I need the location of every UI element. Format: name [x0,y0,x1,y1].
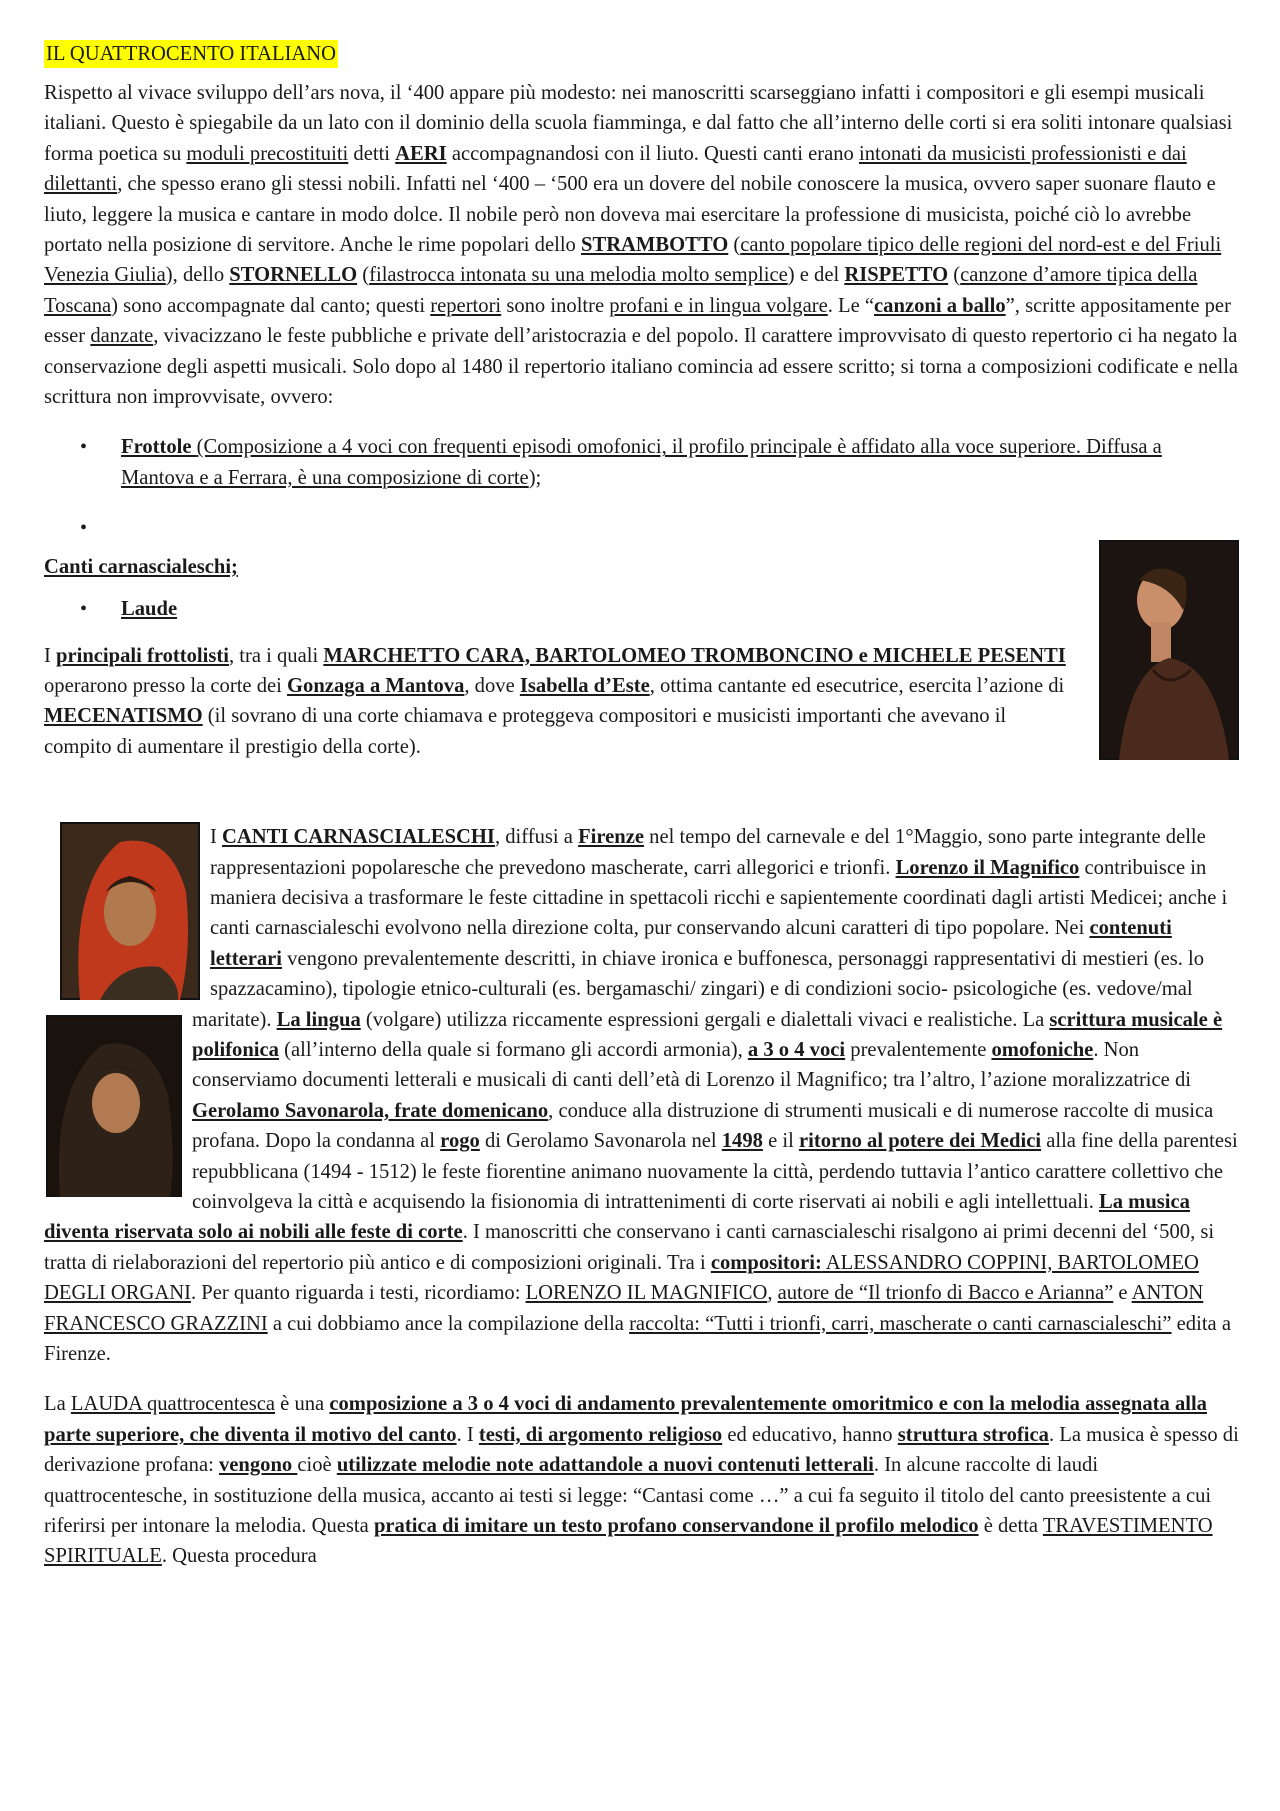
heading-canti-carnascialeschi: Canti carnascialeschi; [44,555,238,578]
list-item-frottole: • Frottole (Composizione a 4 voci con frequenti episodi omofonici, il profilo principale è affidato alla voce superiore. Diffusa a Mantova e a Ferrara, è una composizione di corte); [44,432,1239,493]
paragraph-frottolisti: I principali frottolisti, tra i quali MARCHETTO CARA, BARTOLOMEO TROMBONCINO e MICHELE PESENTI operarono presso la corte dei Gonzaga a Mantova, dove Isabella d’Este, ottima cantante ed esecutrice, esercita l’azione di MECENATISMO (il sovrano di una corte chiamava e proteggeva compositori e musicisti importanti che avevano il compito di aumentare il prestigio della corte). [44,644,1066,758]
paragraph-intro: Rispetto al vivace sviluppo dell’ars nova, il ‘400 appare più modesto: nei manoscritti scarseggiano infatti i compositori e gli esempi musicali italiani. Questo è spiegabile da un lato con il dominio della scuola fiamminga, e dal fatto che all’interno delle corti si era soliti intonare qualsiasi forma poetica su moduli precostituiti detti AERI accompagnandosi con il liuto. Questi canti erano intonati da musicisti professionisti e dai dilettanti, che spesso erano gli stessi nobili. Infatti nel ‘400 – ‘500 era un dovere del nobile conoscere la musica, ovvero saper suonare flauto e liuto, leggere la musica e cantare in modo dolce. Il nobile però non doveva mai esercitare la professione di musicista, poiché ciò lo avrebbe portato nella posizione di servitore. Anche le rime popolari dello STRAMBOTTO (canto popolare tipico delle regioni del nord-est e del Friuli Venezia Giulia), dello STORNELLO (filastrocca intonata su una melodia molto semplice) e del RISPETTO (canzone d’amore tipica della Toscana) sono accompagnate dal canto; questi repertori sono inoltre profani e in lingua volgare. Le “canzoni a ballo”, scritte appositamente per esser danzate, vivacizzano le feste pubbliche e private dell’aristocrazia e del popolo. Il carattere improvvisato di questo repertorio ci ha negato la conservazione degli aspetti musicali. Solo dopo al 1480 il repertorio italiano comincia ad essere scritto; si torna a composizioni codificate e nella scrittura non improvvisate, ovvero: [44,82,1239,409]
list-item-laude: • Laude [44,594,1239,624]
document-page [44,40,1239,1572]
bullet-list [44,432,1239,543]
list-item-empty [44,513,1239,543]
portrait-man-red-hood-icon [60,822,200,1000]
portrait-woman-icon [1099,540,1239,760]
portrait-lorenzo [60,822,200,1000]
paragraph-canti-carnascialeschi: I CANTI CARNASCIALESCHI, diffusi a Firenze nel tempo del carnevale e del 1°Maggio, sono parte integrante delle rappresentazioni popolaresche che prevedono mascherate, carri allegorici e trionfi. Lorenzo il Magnifico contribuisce in maniera decisiva a trasformare le feste cittadine in spettacoli ricchi e sapientemente coordinati dagli artisti Medicei; anche i canti carnascialeschi evolvono nella direzione colta, pur conservando alcuni caratteri di tipo popolare. Nei contenuti letterari vengono prevalentemente descritti, in chiave ironica e buffonesca, personaggi rappresentativi di mestieri (es. lo spazzacamino), tipologie etnico-culturali (es. bergamaschi/ zingari) e di condizioni socio- psicologiche (es. vedove/mal maritate). La lingua (volgare) utilizza riccamente espressioni gergali e dialettali vivaci e realistiche. La scrittura musicale è polifonica (all’interno della quale si formano gli accordi armonia), a 3 o 4 voci prevalentemente omofoniche. Non conserviamo documenti letterali e musicali di canti dell’età di Lorenzo il Magnifico; tra l’altro, l’azione moralizzatrice di Gerolamo Savonarola, frate domenicano, conduce alla distruzione di strumenti musicali e di numerose raccolte di musica profana. Dopo la condanna al rogo di Gerolamo Savonarola nel 1498 e il ritorno al potere dei Medici alla fine della parentesi repubblicana (1494 - 1512) le feste fiorentine animano nuovamente la città, perdendo tuttavia l’antico carattere collettivo che coinvolgeva la città e acquisendo la fisionomia di intrattenimenti di corte riservati ai nobili e agli intellettuali. La musica diventa riservata solo ai nobili alle feste di corte. I manoscritti che conservano i canti carnascialeschi risalgono ai primi decenni del ‘500, si tratta di rielaborazioni del repertorio più antico e di composizioni originali. Tra i compositori: ALESSANDRO COPPINI, BARTOLOMEO DEGLI ORGANI. Per quanto riguarda i testi, ricordiamo: LORENZO IL MAGNIFICO, autore de “Il trionfo di Bacco e Arianna” e ANTON FRANCESCO GRAZZINI a cui dobbiamo ance la compilazione della raccolta: “Tutti i trionfi, carri, mascherate o canti carnascialeschi” edita a Firenze. [44,826,1238,1366]
paragraph-lauda: La LAUDA quattrocentesca è una composizione a 3 o 4 voci di andamento prevalentemente omoritmico e con la melodia assegnata alla parte superiore, che diventa il motivo del canto. I testi, di argomento religioso ed educativo, hanno struttura strofica. La musica è spesso di derivazione profana: vengono cioè utilizzate melodie note adattandole a nuovi contenuti letterali. In alcune raccolte di laudi quattrocentesche, in sostituzione della musica, accanto ai testi si legge: “Cantasi come …” a cui fa seguito il titolo del canto preesistente a cui riferirsi per intonare la melodia. Questa pratica di imitare un testo profano conservandone il profilo melodico è detta TRAVESTIMENTO SPIRITUALE. Questa procedura [44,1393,1239,1568]
portrait-monk-icon [46,1015,182,1197]
portrait-isabella [1099,540,1239,760]
portrait-savonarola [46,1015,182,1197]
bullet-list-laude [44,594,1239,624]
page-title: IL QUATTROCENTO ITALIANO [44,40,338,68]
